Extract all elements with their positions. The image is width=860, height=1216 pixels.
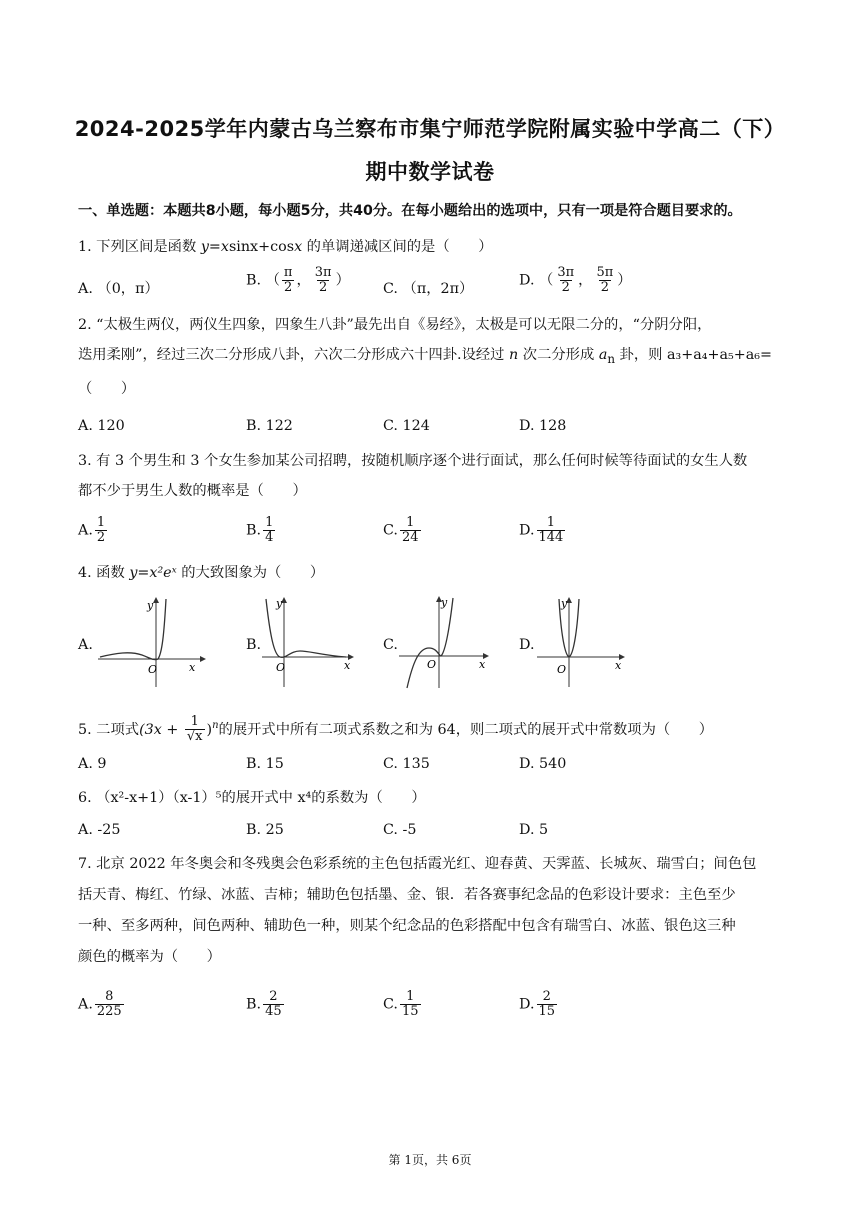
question-6-stem: 6. （x²-x+1）（x-1）⁵的展开式中 x⁴的系数为（ ） xyxy=(78,790,426,806)
question-5-option-c: C. 135 xyxy=(383,756,430,772)
question-2-option-a: A. 120 xyxy=(78,418,125,434)
question-3-option-a: A. $\frac{1}{2}$ xyxy=(78,515,106,545)
question-7-option-d: D. $\frac{2}{15}$ xyxy=(519,989,556,1019)
question-4-stem: 4. 函数 y=x²eˣ 的大致图象为（ ） xyxy=(78,565,325,581)
question-4-option-d-label: D. xyxy=(519,637,535,653)
page-footer: 第 1页，共 6页 xyxy=(388,1153,472,1167)
question-3-option-b: B. $\frac{1}{4}$ xyxy=(246,515,274,545)
question-5-stem: 5. 二项式(3x + $\frac{1}{√x}$ )$^n$的展开式中所有二项式系数之和为 64，则二项式的展开式中常数项为（ ） xyxy=(78,714,714,745)
question-6-option-c: C. -5 xyxy=(383,822,417,838)
graph-c-x-label: x xyxy=(479,658,486,671)
question-2-stem: 2. “太极生两仪，两仪生四象，四象生八卦”最先出自《易经》，太极是可以无限二分的，“分阴分阳， 迭用柔刚”，经过三次二分形成八卦，六次二分形成六十四卦.设经过 n 次二分形成 $a_n$ 卦，则 a₃+a₄+a₅+a₆= （ ） xyxy=(78,317,772,397)
graph-b-x-label: x xyxy=(344,659,351,672)
section-heading: 一、单选题：本题共8小题，每小题5分，共40分。在每小题给出的选项中，只有一项是符合题目要求的。 xyxy=(78,203,742,219)
question-4-graph-d xyxy=(535,595,630,690)
question-4-graph-a xyxy=(96,595,206,690)
question-2-option-d: D. 128 xyxy=(519,418,567,434)
question-4-graph-c xyxy=(397,592,497,692)
graph-a-y-label: y xyxy=(147,599,154,612)
question-7-option-a: A. $\frac{8}{225}$ xyxy=(78,989,122,1019)
question-1-option-a: A. （0，π） xyxy=(78,281,159,297)
graph-d-y-label: y xyxy=(561,597,568,610)
question-4-option-b-label: B. xyxy=(246,637,262,653)
graph-c-origin: O xyxy=(427,658,437,671)
graph-a-origin: O xyxy=(148,663,158,676)
question-3-stem: 3. 有 3 个男生和 3 个女生参加某公司招聘，按随机顺序逐个进行面试，那么任何时候等待面试的女生人数 都不少于男生人数的概率是（ ） xyxy=(78,453,748,499)
question-4-graph-b xyxy=(260,595,360,690)
graph-b-origin: O xyxy=(276,661,286,674)
graph-b-y-label: y xyxy=(276,597,283,610)
question-7-stem: 7. 北京 2022 年冬奥会和冬残奥会色彩系统的主色包括霞光红、迎春黄、天霁蓝、长城灰、瑞雪白；间色包 括天青、梅红、竹绿、冰蓝、吉柿；辅助色包括墨、金、银．若各赛事纪念品的色彩设计要求：主色至少 一种、至多两种，间色两种、辅助色一种，则某个纪念品的色彩搭配中包含有瑞雪白、冰蓝、银色这三种 颜色的概率为（ ） xyxy=(78,856,757,965)
question-2-option-c: C. 124 xyxy=(383,418,430,434)
graph-a-x-label: x xyxy=(189,661,196,674)
question-5-option-d: D. 540 xyxy=(519,756,567,772)
question-1-option-b: B. （ $\frac{\pi}{2}$ ， $\frac{3\pi}{2}$ ） xyxy=(246,265,350,295)
question-1-stem: 1. 下列区间是函数 y=xsinx+cosx 的单调递减区间的是（ ） xyxy=(78,239,493,255)
question-1-option-d: D. （ $\frac{3\pi}{2}$ ， $\frac{5\pi}{2}$ ） xyxy=(519,265,632,295)
question-5-option-b: B. 15 xyxy=(246,756,284,772)
question-4-option-a-label: A. xyxy=(78,637,93,653)
question-7-option-b: B. $\frac{2}{45}$ xyxy=(246,989,282,1019)
question-3-option-c: C. $\frac{1}{24}$ xyxy=(383,515,419,545)
question-6-option-b: B. 25 xyxy=(246,822,284,838)
exam-title-line1: 2024-2025学年内蒙古乌兰察布市集宁师范学院附属实验中学高二（下） xyxy=(74,117,786,141)
question-1-option-c: C. （π，2π） xyxy=(383,281,474,297)
graph-d-x-label: x xyxy=(615,659,622,672)
question-4-option-c-label: C. xyxy=(383,637,398,653)
question-6-option-d: D. 5 xyxy=(519,822,549,838)
question-2-option-b: B. 122 xyxy=(246,418,293,434)
graph-c-y-label: y xyxy=(441,596,448,609)
question-3-option-d: D. $\frac{1}{144}$ xyxy=(519,515,564,545)
graph-d-origin: O xyxy=(557,663,567,676)
question-6-option-a: A. -25 xyxy=(78,822,121,838)
exam-title-line2: 期中数学试卷 xyxy=(365,160,495,184)
question-7-option-c: C. $\frac{1}{15}$ xyxy=(383,989,419,1019)
question-5-option-a: A. 9 xyxy=(78,756,107,772)
